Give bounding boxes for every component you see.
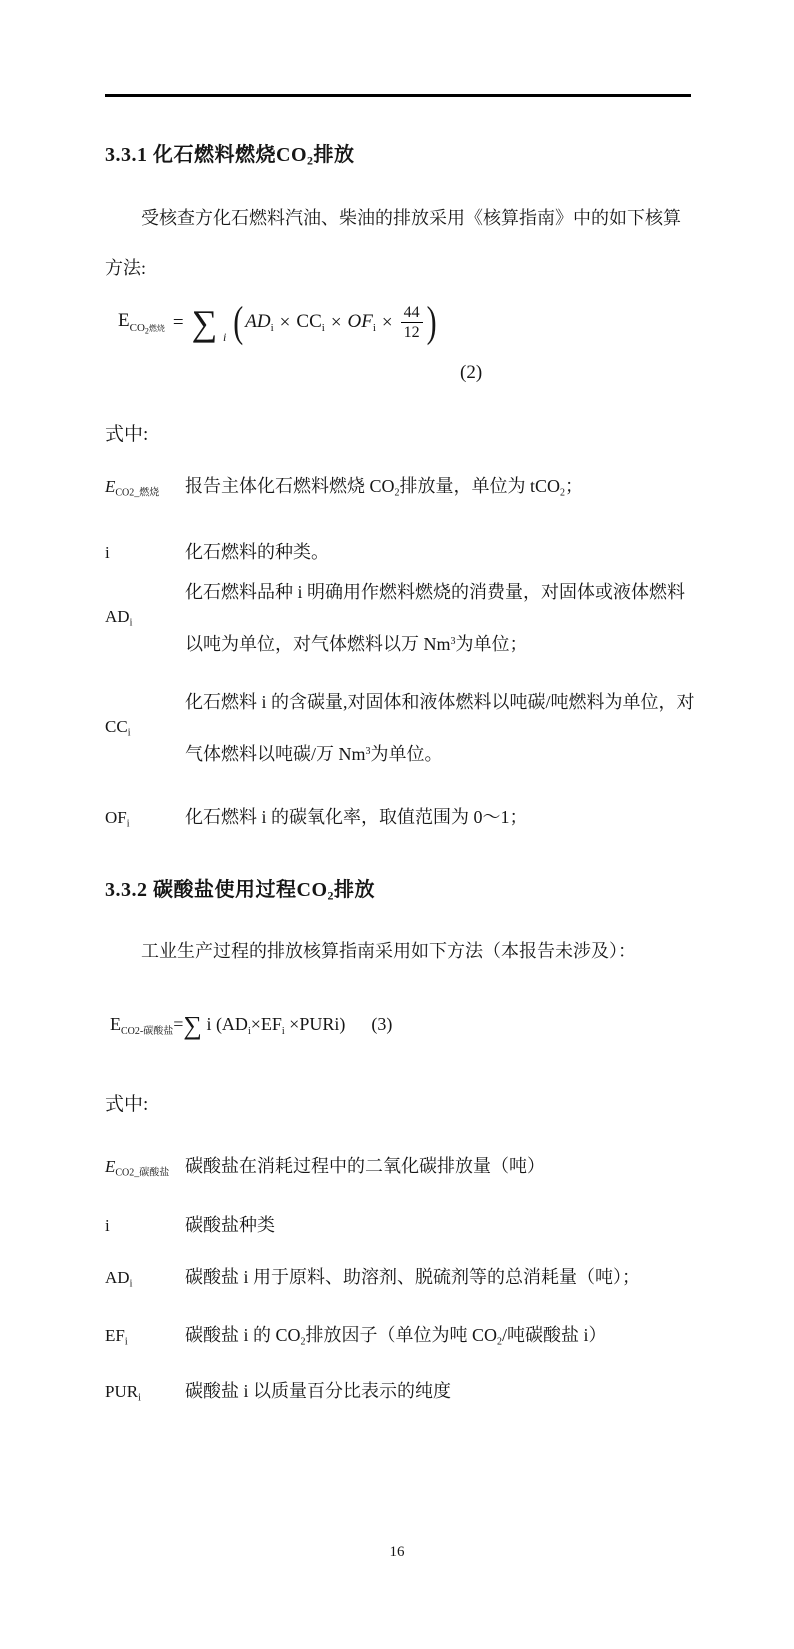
term-symbol: $CC_i$ [105,717,131,739]
term-row-AD [105,567,697,669]
fraction-44-12: $\frac{44}{12}$ [401,303,423,342]
term-definition: 碳酸盐 i 用于原料、助溶剂、脱硫剂等的总消耗量（吨）； [185,1267,640,1287]
header-rule [105,94,691,97]
term-definition: 碳酸盐种类 [185,1215,275,1235]
term-symbol: i [105,1216,110,1235]
formula-2-number: (2) [460,362,483,383]
section-3-3-1-intro: 受核查方化石燃料汽油、柴油的排放采用《核算指南》中的如下核算方法: [105,208,681,278]
term-symbol: $E_{CO2\_燃烧}$ [105,477,160,499]
section-3-3-1-heading: 3.3.1 化石燃料燃烧$CO_2$排放 [105,144,355,168]
multiply-sign: × [381,311,393,333]
formula-2 [118,298,439,346]
where-label-1: 式中: [105,424,149,445]
section-3-3-2-intro: 工业生产过程的排放核算指南采用如下方法（本报告未涉及）： [141,941,636,961]
term-row-E-combustion [105,461,697,519]
term-row-EF-carbonate [105,1310,697,1368]
left-paren: ( [233,298,244,346]
right-paren: ) [426,298,437,346]
term-CC: $CC_i$ [296,311,325,335]
term-definition: 碳酸盐 i 的 $CO_2$排放因子（单位为吨 $CO_2/$吨碳酸盐 i） [185,1325,607,1348]
section-3-3-2-heading: 3.3.2 碳酸盐使用过程$CO_2$排放 [105,879,375,903]
page-number: 16 [389,1544,405,1560]
term-row-AD-carbonate [105,1252,697,1302]
multiply-sign: × [279,311,291,333]
formula-2-lhs-base: E [118,310,130,332]
formula-2-lhs-subscript: CO2燃烧 [129,321,165,336]
term-symbol: $AD_i$ [105,607,133,629]
term-symbol: $PUR_i$ [105,1382,141,1404]
term-symbol: $OF_i$ [105,808,130,830]
formula-3: $E_{CO2-碳酸盐}=\sum$ i ($AD_i\times EF_i$ ×PURi) (3) [110,1011,393,1040]
term-definition: 化石燃料品种 i 明确用作燃料燃烧的消费量，对固体或液体燃料以吨为单位，对气体燃料以万 Nm$^3$为单位； [185,582,685,654]
where-label-2: 式中: [105,1094,149,1115]
term-definition: 化石燃料的种类。 [185,542,329,562]
term-row-OF [105,792,697,842]
term-row-E-carbonate [105,1141,697,1191]
summation-symbol: ∑ i [191,302,227,344]
term-symbol: $EF_i$ [105,1326,128,1348]
term-definition: 碳酸盐 i 以质量百分比表示的纯度 [185,1381,451,1401]
term-row-PUR-carbonate [105,1366,697,1416]
term-definition: 碳酸盐在消耗过程中的二氧化碳排放量（吨） [185,1156,545,1176]
term-OF: $OF_i$ [347,311,376,335]
term-symbol: $AD_i$ [105,1268,133,1290]
term-definition: 化石燃料 i 的碳氧化率，取值范围为 0～1； [185,807,528,827]
term-symbol: i [105,543,110,562]
term-row-i-carbonate [105,1200,697,1250]
term-definition: 报告主体化石燃料燃烧 $CO_2$排放量，单位为 tCO$_2$； [185,476,584,499]
term-symbol: $E_{CO2\_碳酸盐}$ [105,1157,170,1179]
formula-2-lhs [118,310,165,335]
multiply-sign: × [330,311,342,333]
term-AD: $AD_i$ [245,311,274,335]
term-definition: 化石燃料 i 的含碳量,对固体和液体燃料以吨碳/吨燃料为单位，对气体燃料以吨碳/万 Nm$^3$为单位。 [185,692,695,764]
term-row-CC [105,677,697,779]
equals-sign: = [172,311,184,333]
